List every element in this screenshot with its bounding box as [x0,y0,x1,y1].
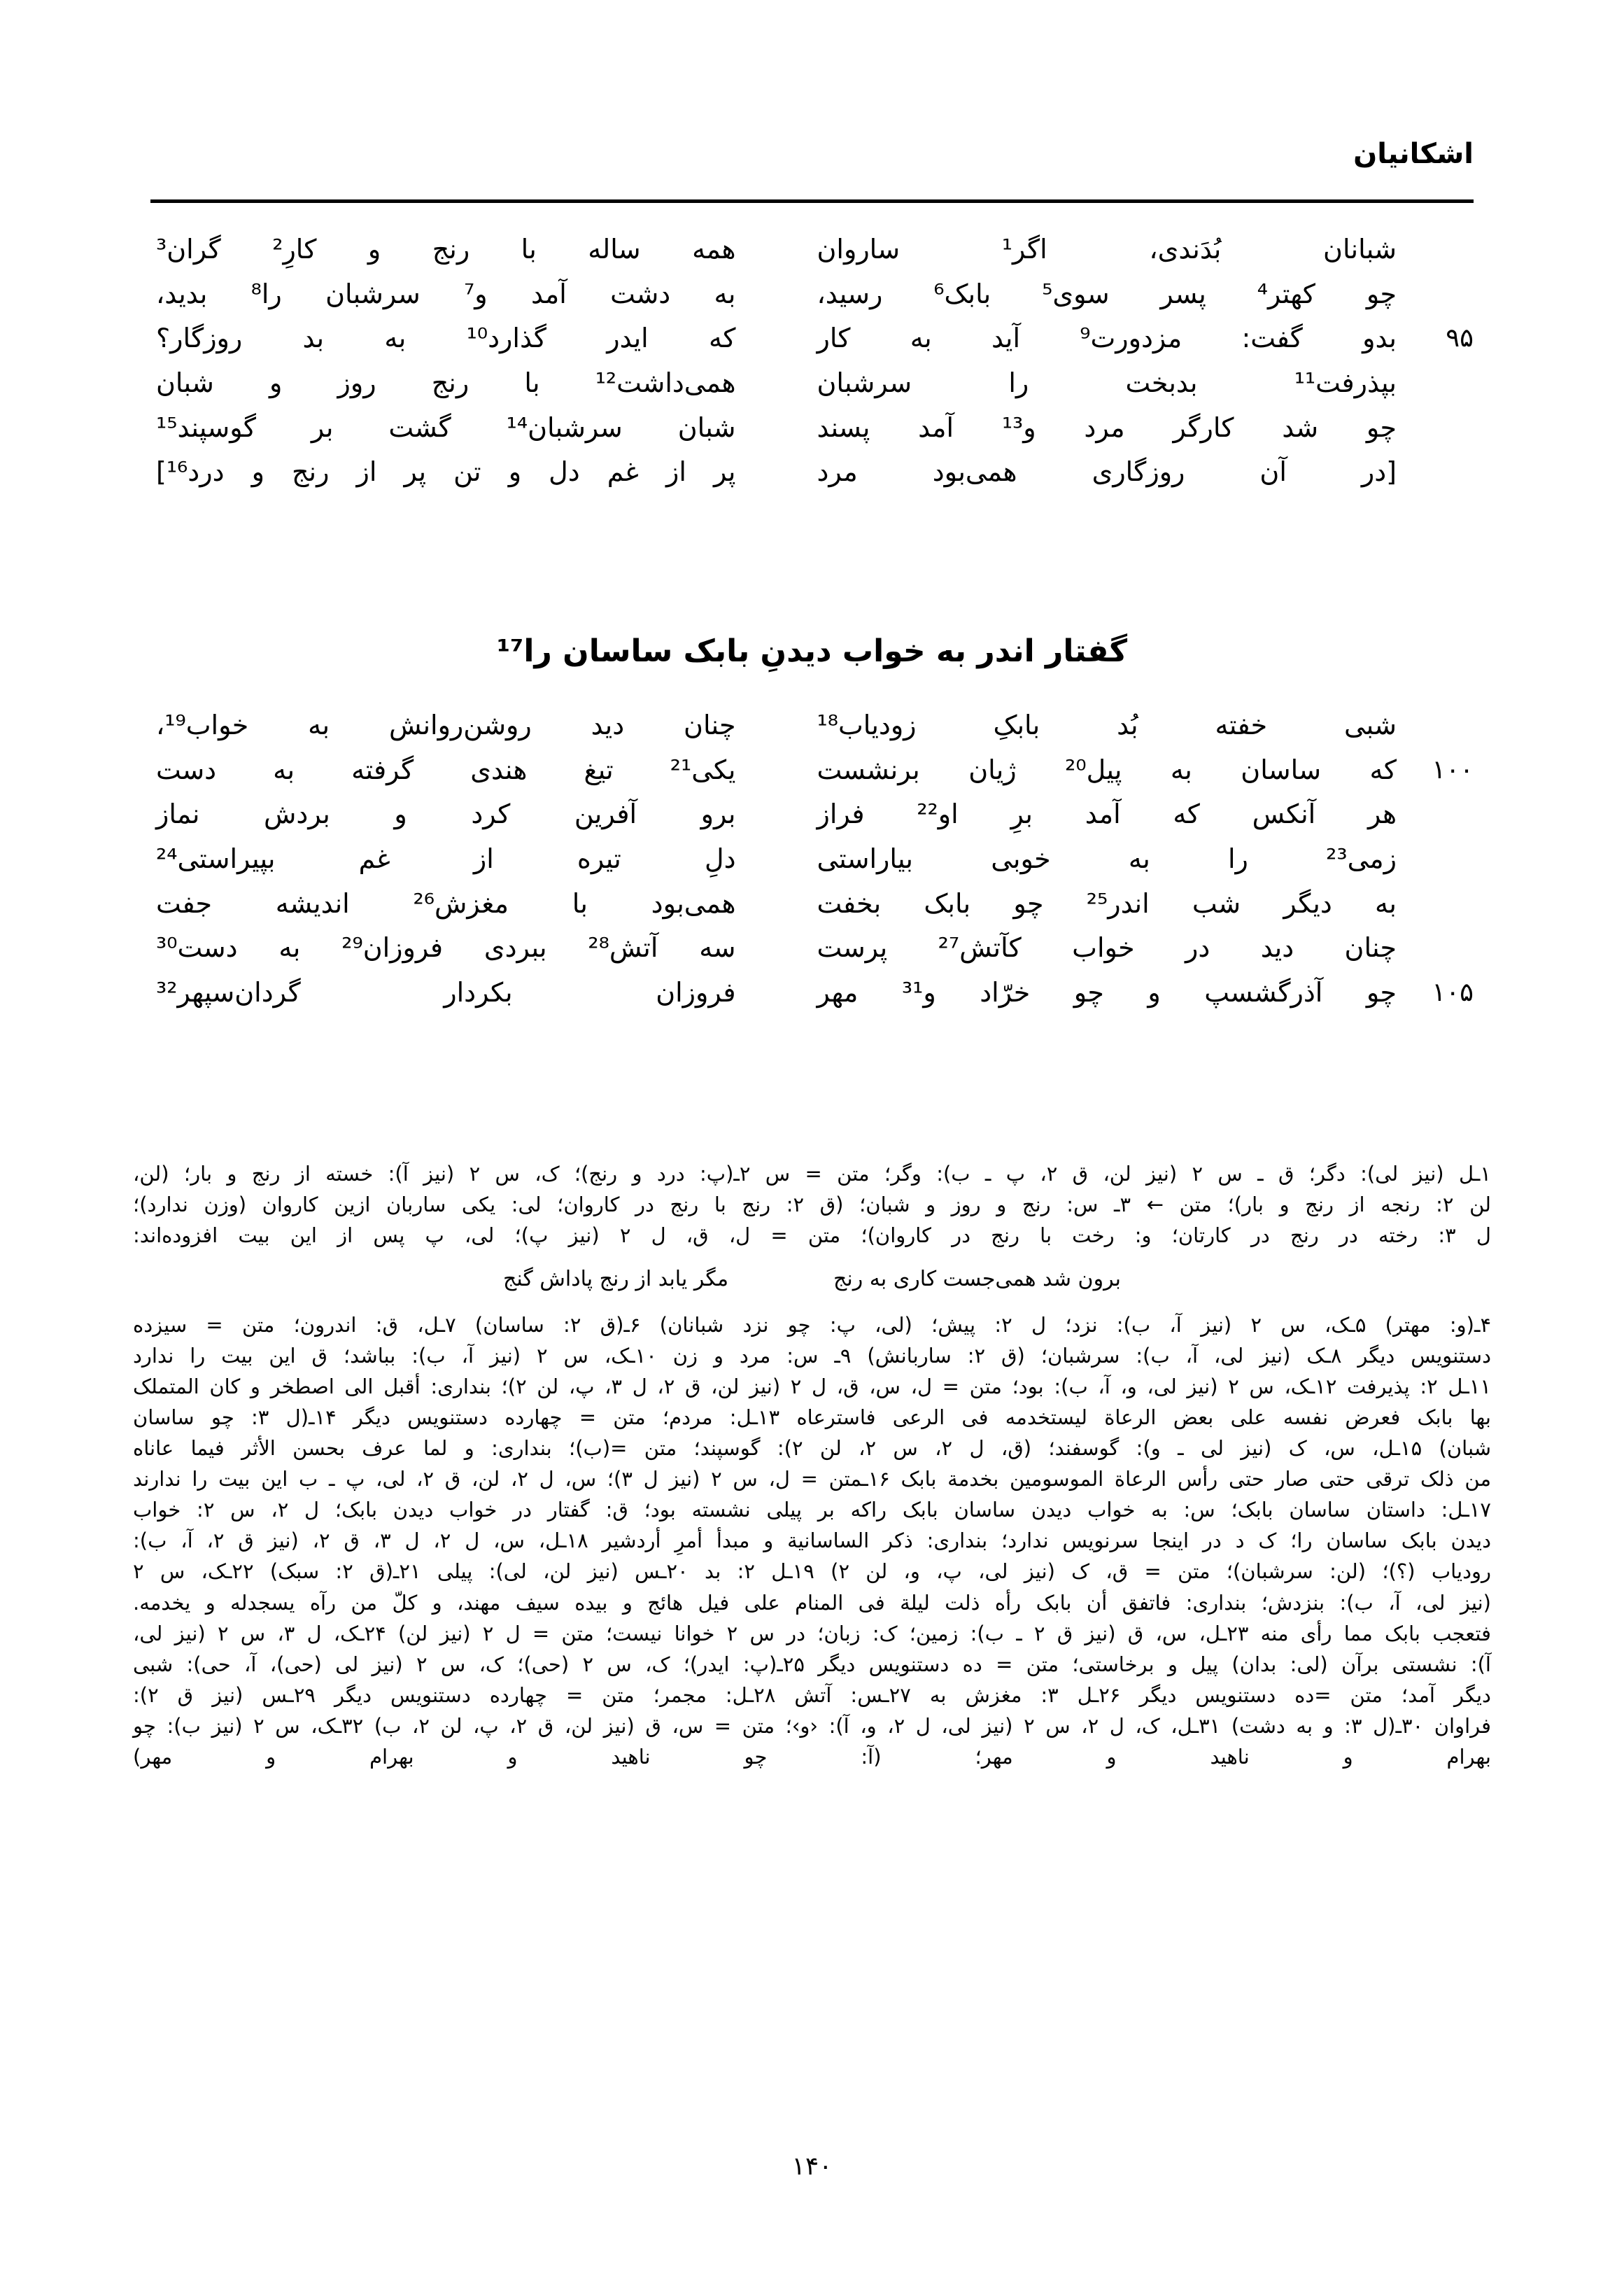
couplet [150,752,1474,787]
hemistich-second: فروزان بکردار گردان‌سپهر³² [156,976,736,1008]
verse-number [1397,841,1474,843]
hemistich-first: [در آن روزگاری همی‌بود مرد [817,456,1397,488]
folio-number: ۱۴۰ [791,2152,833,2181]
hemistich-first: چو شد کارگر مرد و¹³ آمد پسند [817,412,1397,443]
apparatus-line: دستنویس دیگر ۸ـک (نیز لی، آ، ب): سرشبان؛ (ق ۲: ساربانش) ۹ـ س: مرد و زن ۱۰ـک، س ۲ (نیز آ، ب): بباشد؛ ق این بیت را ندارد [133,1343,1491,1368]
hemistich-second: پر از غم دل و تن پر از رنج و درد¹⁶] [156,456,736,488]
hemistich-second: همی‌بود با مغزش²⁶ اندیشه جفت [156,887,736,919]
couplet [150,841,1474,876]
hemistich-second: همی‌داشت¹² با رنج روز و شبان [156,367,736,398]
verse-number [1397,231,1474,234]
hemistich-second: یکی²¹ تیغ هندی گرفته به دست [156,754,736,785]
verse-number [1397,365,1474,367]
quoted-hemistich-first: برون شد همی‌جست کاری به رنج [833,1267,1121,1292]
hemistich-first: زمی²³ را به خوبی بیاراستی [817,843,1397,874]
couplet [150,929,1474,965]
couplet [150,409,1474,445]
apparatus-line: شبان) ۱۵ـل، س، ک (نیز لی ـ و): گوسفند؛ (ق، ل ۲، س ۲، لن ۲): گوسپند؛ متن =(ب)؛ بنداری: و لما عرف بحسن الأثر فیما عاناه [133,1436,1491,1461]
verse-block-two [150,707,1474,1018]
apparatus-line: دیدن بابک ساسان را؛ ک د در اینجا سرنویس ندارد؛ بنداری: ذکر الساسانیة و مبدأ أمرِ أردشیر ۱۸ـل، س، ل ۲، ل ۳، ق ۲، (نیز ق ۲، آ، ب): [133,1529,1492,1553]
apparatus-line: بها بابک فعرض نفسه علی بعض الرعاة لیستخدمه فی الرعی فاسترعاه ۱۳ـل: مردم؛ متن = چهارده دستنویس دیگر ۱۴ـ(ل ۳: چو ساسان [133,1405,1491,1430]
couplet [150,320,1474,356]
hemistich-first: به دیگر شب اندر²⁵ چو بابک بخفت [817,887,1397,919]
verse-number [1397,885,1474,888]
apparatus-line: ۱۱ـل ۲: پذیرفت ۱۲ـک، س ۲ (نیز لی، و، آ، ب): بود؛ متن = ل، س، ق، ل ۲ (نیز لن، ق ۲، ل ۳، پ، لن ۲)؛ بنداری: أقبل الی اصطخر و کان المتملک [133,1374,1491,1398]
couplet [150,796,1474,831]
quoted-hemistich-second: مگر یابد از رنج پاداش گنج [503,1267,729,1292]
verse-number [1397,796,1474,799]
apparatus-line: فراوان ۳۰ـ(ل ۳: و به دشت) ۳۱ـل، ک، ل ۲، س ۲ (نیز لی، ل ۲، و، آ): ‹و›؛ متن = س، ق (نیز لن، ق ۲، پ، لن ۲، ب) ۳۲ـک، س ۲ (نیز ب): چو [133,1713,1492,1738]
page-header [150,140,1474,203]
verse-number: ۹۵ [1446,323,1474,353]
verse-number [1397,409,1474,412]
apparatus-line: ۱۷ـل: داستان ساسان بابک؛ س: به خواب دیدن ساسان بابک راکه بر پیلی نشسته بود؛ ق: گفتار در خواب دیدن بابک؛ ل ۲، س ۲: خواب [133,1498,1492,1522]
apparatus-line: آ): نشستی برآن (لی: بدان) پیل و برخاستی؛ متن = ده دستنویس دیگر ۲۵ـ(پ: ایدر)؛ ک، س ۲ (حی)؛ ک، س ۲ (نیز لی (حی)، آ، حی): شبی [133,1652,1491,1676]
hemistich-second: چنان دید روشن‌روانش به خواب¹⁹، [156,710,736,740]
apparatus-line: من ذلک ترقی حتی صار حتی رأس الرعاة الموسومین بخدمة بابک ۱۶ـمتن = ل، س ۲ (نیز ل ۳)؛ س، ل ۲، لن، ق ۲، لی، پ ـ ب این بیت را ندارند [133,1467,1491,1491]
hemistich-second: شبان سرشبان¹⁴ گشت بر گوسپند¹⁵ [156,412,736,443]
verse-number [1397,276,1474,279]
couplet [150,707,1474,743]
hemistich-first: چو کهتر⁴ پسر سوی⁵ بابک⁶ رسید، [817,278,1397,309]
apparatus-line: رودیاب (؟)؛ (لن: سرشبان)؛ متن = ق، ک (نیز لی، پ، و، لن ۲) ۱۹ـل ۲: بد ۲۰ـس (نیز لن، لی): پیلی ۲۱ـ(ق ۲: سبک) ۲۲ـک، س ۲ [133,1559,1492,1584]
apparatus-line: ۴ـ(و: مهتر) ۵ـک، س ۲ (نیز آ، ب): نزد؛ ل ۲: پیش؛ (لی، پ: چو نزد شبانان) ۶ـ(ق ۲: ساسان) ۷ـل، ق: اندرون؛ متن = سیزده [133,1312,1492,1337]
hemistich-first: شبانان بُدَندی، اگر¹ ساروان [817,234,1397,265]
verse-number [1397,929,1474,932]
hemistich-second: که ایدر گذارد¹⁰ به بد روزگار؟ [156,323,736,354]
hemistich-first: بپذرفت¹¹ بدبخت را سرشبان [817,367,1397,398]
hemistich-second: به دشت آمد و⁷ سرشبان را⁸ بدید، [156,278,736,309]
apparatus-line: دیگر آمد؛ متن =ده دستنویس دیگر ۲۶ـل ۳: مغزش به ۲۷ـس: آتش ۲۸ـل: مجمر؛ متن = چهارده دستنویس دیگر ۲۹ـس (نیز ق ۲): [133,1683,1491,1707]
hemistich-first: چو آذرگشسپ و چو خرّاد و³¹ مهر [817,976,1397,1008]
running-head: اشکانیان [1353,138,1474,170]
hemistich-second: دلِ تیره از غم بپیراستی²⁴ [156,843,736,874]
hemistich-first: شبی خفته بُد بابکِ زودیاب¹⁸ [817,710,1397,740]
couplet [150,885,1474,921]
hemistich-first: که ساسان به پیل²⁰ ژیان برنشست [817,754,1397,785]
verse-block-one [150,231,1474,498]
apparatus-line: فتعجب بابک مما رأی منه ۲۳ـل، س، ق (نیز ق ۲ ـ ب): زمین؛ ک: زبان؛ در س ۲ خوانا نیست؛ متن = ل ۲ (نیز لن) ۲۴ـک، ل ۳، س ۲ (نیز لی، [133,1621,1491,1645]
verse-number: ۱۰۵ [1432,976,1474,1007]
couplet [150,276,1474,311]
couplet [150,231,1474,267]
couplet [150,454,1474,489]
verse-number [1397,454,1474,456]
verse-number: ۱۰۰ [1432,754,1474,785]
hemistich-first: هر آنکس که آمد برِ او²² فراز [817,799,1397,830]
hemistich-first: چنان دید در خواب کآتش²⁷ پرست [817,932,1397,964]
apparatus-line: (نیز لی، آ، ب): بنزدش؛ بنداری: فاتفق أن بابک رأه ذلت لیلة فی المنام علی فیل هائج و بیده سیف مهند، و کلّ من رآه یسجدله و یخدمه. [133,1590,1491,1615]
verse-number [1397,707,1474,710]
couplet [150,365,1474,400]
hemistich-second: همه ساله با رنج و کارِ² گران³ [156,234,736,265]
hemistich-second: سه آتش²⁸ ببردی فروزان²⁹ به دست³⁰ [156,932,736,964]
header-rule [150,199,1474,203]
apparatus-line: ل ۳: رخته در رنج در کارتان؛ و: رخت با رنج در کاروان)؛ متن = ل، ق، ل ۲ (نیز پ)؛ لی، پ پس از این بیت افزوده‌اند: [133,1223,1491,1248]
section-heading: گفتار اندر به خواب دیدنِ بابک ساسان را¹⁷ [496,633,1128,669]
apparatus-quoted-couplet [133,1263,1491,1295]
critical-apparatus [133,1158,1491,1772]
apparatus-line: ۱ـل (نیز لی): دگر؛ ق ـ س ۲ (نیز لن، ق ۲، پ ـ ب): وگر؛ متن = س ۲ـ(پ: درد و رنج)؛ ک، س ۲ (نیز آ): خسته از رنج و بار؛ (لن، [133,1162,1491,1186]
hemistich-first: بدو گفت: مزدورت⁹ آید به کار [817,323,1397,354]
hemistich-second: برو آفرین کرد و بردش نماز [156,799,736,830]
couplet [150,974,1474,1010]
apparatus-line: لن ۲: رنجه از رنج و بار)؛ متن ← ۳ـ س: رنج و روز و شبان؛ (ق ۲: رنج با رنج در کاروان؛ لی: یکی ساربان ازین کاروان (وزن ندارد)؛ [133,1193,1492,1217]
apparatus-line: بهرام و ناهید و مهر؛ (آ: چو ناهید و بهرام و مهر) [133,1744,1491,1769]
